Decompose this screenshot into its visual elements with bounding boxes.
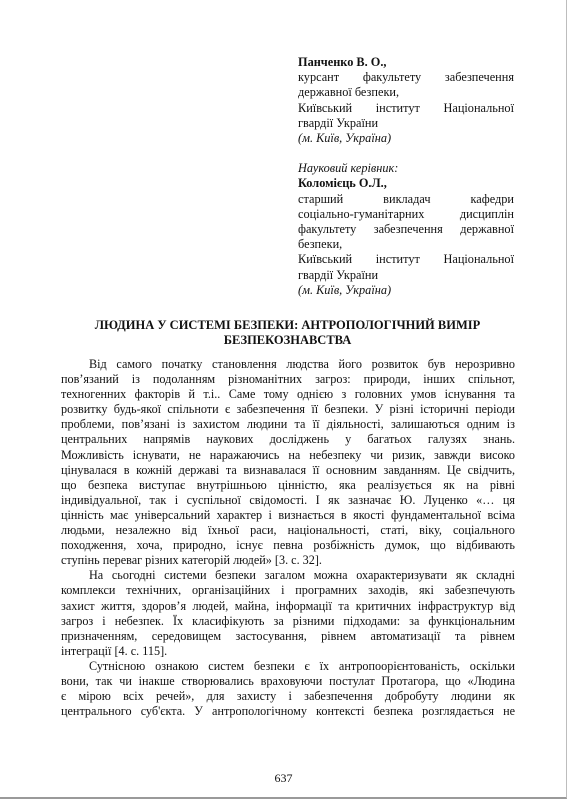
body-line: центрального суб'єкта. У антропологічному контексті безпека розглядається не <box>61 704 515 719</box>
supervisor-affiliation: гвардії України <box>298 267 379 282</box>
body-line: Можливість існувати, не наражаючись на небезпеку чи ризик, завжди високо <box>61 447 515 462</box>
title-line: ЛЮДИНА У СИСТЕМІ БЕЗПЕКИ: АНТРОПОЛОГІЧНИЙ ВИМІР <box>94 318 481 332</box>
body-line: людьми, незалежно від їхньої раси, національності, статі, віку, соціального <box>61 523 515 538</box>
body-line: інтеграції [4. с. 115]. <box>61 643 168 658</box>
article-title <box>60 318 515 349</box>
body-line: загроз і небезпек. Їх класифікують за різними підходами: за функціональним <box>61 613 515 628</box>
supervisor-position: старший викладач кафедри <box>298 191 514 206</box>
body-line: Від самого початку становлення людства його розвиток був нерозривно <box>89 357 515 371</box>
supervisor-position: факультету забезпечення державної <box>298 222 514 237</box>
body-line: походження, хоча, природно, існує певна розбіжність думок, що відбивають <box>61 538 515 553</box>
body-line: пов’язаний із подоланням різноманітних загроз: природи, інших спільнот, <box>61 372 515 387</box>
body-line: комплекси технічних, організаційних і програмних заходів, які забезпечують <box>61 583 515 598</box>
body-line: захист життя, здоров’я людей, майна, інформації та критичних інфраструктур від <box>61 598 515 613</box>
supervisor-position: соціально-гуманітарних дисциплін <box>298 206 514 221</box>
body-line: призначенням, середовищем застосування, рівнем автоматизації та рівнем <box>61 628 515 643</box>
body-line: цінувалася в кожній державі та визнавалася її основним завданням. Це свідчить, <box>61 462 515 477</box>
title-line: БЕЗПЕКОЗНАВСТВА <box>223 333 352 348</box>
body-line: що безпека виступає внутрішньою цінністю, яка реалізується як на рівні <box>61 477 515 492</box>
body-line: цінність має універсальний характер і визнається в якості фундаментальної всіма <box>61 507 515 522</box>
author-location: (м. Київ, Україна) <box>298 131 392 146</box>
body-line: Сутнісною ознакою систем безпеки є їх антропоорієнтованість, оскільки <box>89 658 515 673</box>
supervisor-label: Науковий керівник: <box>298 161 399 176</box>
body-line: На сьогодні системи безпеки загалом можна охарактеризувати як складні <box>89 568 515 583</box>
supervisor-name: Коломієць О.Л., <box>298 176 387 191</box>
author-name: Панченко В. О., <box>298 55 387 69</box>
body-line: індивідуальної, так і суспільної свідомості. І як зазначає Ю. Луценко «… ця <box>61 492 515 507</box>
author-affiliation: Київський інститут Національної <box>298 100 514 115</box>
author-position: курсант факультету забезпечення <box>298 70 514 85</box>
body-line: вони, так чи інакше створювались враховуючи постулат Протагора, що «Людина <box>61 673 515 688</box>
body-line: є мірою всіх речей», для захисту і забезпечення добробуту людини як <box>61 689 515 704</box>
supervisor-affiliation: Київський інститут Національної <box>298 252 514 267</box>
body-line: проблеми, пов’язані із захистом людини та її діяльності, залишаються одним із <box>61 417 515 432</box>
author-position: державної безпеки, <box>298 85 400 100</box>
author-affiliation: гвардії України <box>298 115 379 130</box>
supervisor-position: безпеки, <box>298 237 343 252</box>
body-line: ступінь переваг різних категорій людей» [3. с. 32]. <box>61 553 322 568</box>
body-line: техногенних факторів й т.і.. Саме тому однією з головних умов існування та <box>61 387 515 402</box>
article-body <box>61 357 515 719</box>
page-number: 637 <box>274 771 293 785</box>
body-line: центральних напрямів наукових досліджень у багатьох галузях знань. <box>61 432 515 447</box>
supervisor-location: (м. Київ, Україна) <box>298 282 392 297</box>
author-info-block <box>298 55 514 298</box>
body-line: розвитку будь-якої спільноти є забезпечення її безпеки. У різні історичні періоди <box>61 402 515 417</box>
